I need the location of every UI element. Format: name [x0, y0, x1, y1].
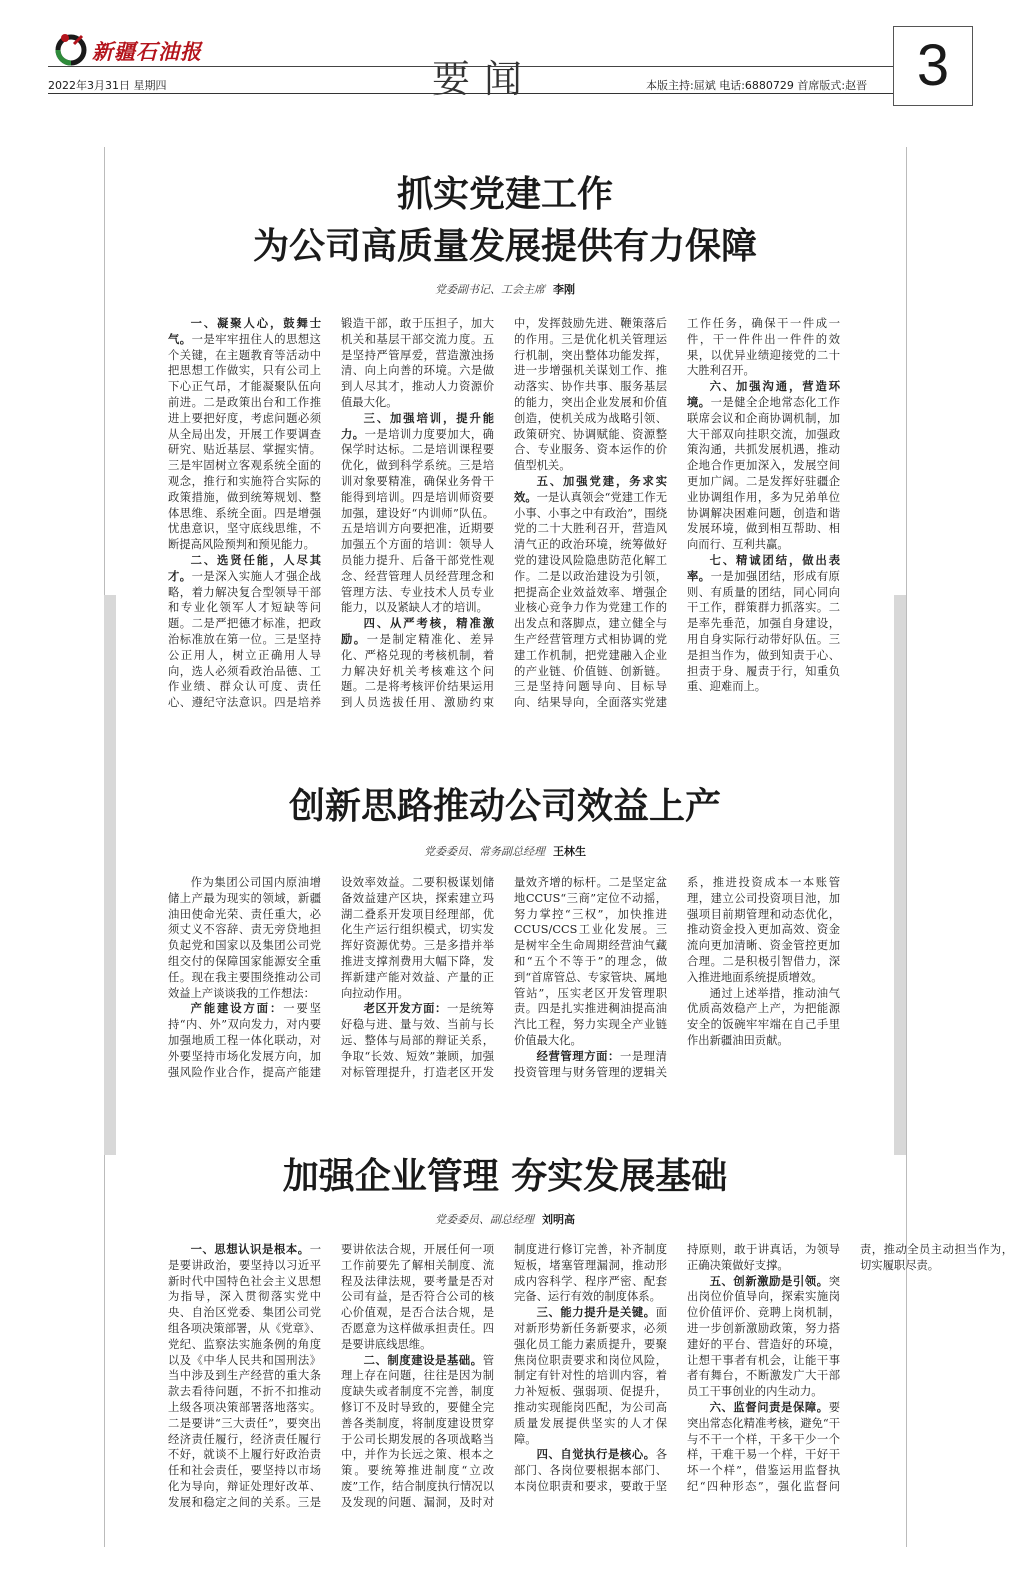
paragraph-lead: 四、从严考核，精准激励。 [341, 617, 494, 646]
paragraph-text: 一要坚持“内、外”双向发力，对内要加强地质工程一体化联动，对外要坚持市场化发展方向，加强风险作业合作，提高产能建设效率效益。二要积极谋划储备效益建产区块，探索建立玛湖二叠系开发项目经理部，优化生产运行组织模式，切实发挥好资源优势。三是多措并举推进支撑剂费用大幅下降，发挥新建产能对效益、产量的正向拉动作用。 [168, 876, 494, 1079]
article-1-paragraph [168, 316, 321, 553]
article-1-paragraph [687, 553, 840, 695]
article-3-paragraph [514, 1305, 667, 1447]
masthead [0, 0, 1028, 110]
paragraph-text: 一是要讲政治，要坚持以习近平新时代中国特色社会主义思想为指导，深入贯彻落实党中央、自治区党委、集团公司党组各项决策部署，从《党章》、党纪、监察法实施条例的角度以及《中华人民共和国刑法》当中涉及到生产经营的重大条款去看待问题，不折不扣推动上级各项决策部署落地落实。二是要讲“三大责任”，要突出经济责任履行，经济责任履行不好，就谈不上履行好政治责任和社会责任，要坚持以市场化为导向，辩证处理好改革、发展和稳定之间的关系。三是要讲依法合规，开展任何一项工作前要先了解相关制度、流程及法律法规，要考量是否对公司有益，是否符合公司的核心价值观，是否合法合规，是否愿意为这样做承担责任。四是要讲底线思维。 [168, 1243, 494, 1509]
article-3-body [168, 1242, 1013, 1514]
paragraph-text: 一是制定精准化、差异化、严格兑现的考核机制，着力解决好机关考核难这个问题。二是将考核评价结果运用到人员选拔任用、激励约束中，发挥鼓励先进、鞭策落后的作用。三是优化机关管理运行机制，突出整体功能发挥，进一步增强机关谋划工作、推动落实、协作共事、服务基层的能力，突出企业发展和价值创造，使机关成为战略引领、政策研究、协调赋能、资源整合、专业服务、资本运作的价值型机关。 [341, 317, 667, 710]
paragraph-text: 一是培训力度要加大，确保学时达标。二是培训课程要优化，做到科学系统。三是培训对象要精准，确保业务骨干能得到培训。四是培训师资要加强，建设好“内训师”队伍。五是培训方向要把准，近期要加强五个方面的培训：领导人员能力提升、后备干部党性观念、经营管理人员经营理念和管理方法、专业技术人员专业能力，以及紧缺人才的培训。 [341, 427, 494, 615]
section-title: 要闻 [432, 57, 537, 101]
paragraph-text: 一是健全企地常态化工作联席会议和企商协调机制，加大干部双向挂职交流，加强政策沟通，共抓发展机遇，推动企地合作更加深入，发展空间更加广阔。二是发挥好驻疆企业协调组作用，多为兄弟单位协调解决困难问题，创造和谐发展环境，做到相互帮助、相向而行、互利共赢。 [687, 395, 840, 552]
paragraph-lead: 二、选贤任能，人尽其才。 [168, 553, 321, 583]
paragraph-lead: 七、精诚团结，做出表率。 [687, 553, 840, 583]
paragraph-text: 管理上存在问题，往往是因为制度缺失或者制度不完善，制度修订不及时导致的，要健全完善各类制度，将制度建设贯穿于公司长期发展的各项战略当中，并作为长远之策、根本之策。要统筹推进制度“立改废”工作，结合制度执行情况以及发现的问题、漏洞，及时对制度进行修订完善，补齐制度短板，堵塞管理漏洞，推动形成内容科学、程序严密、配套完备、运行有效的制度体系。 [341, 1243, 667, 1509]
editor-credits: 本版主持:屈斌 电话:6880729 首席版式:赵晋 [646, 79, 868, 92]
article-1-paragraph [341, 411, 494, 616]
masthead-rule-bottom [48, 93, 893, 94]
paragraph-text: 各部门、各岗位要根据本部门、本岗位职责和要求，要敢于坚持原则，敢于讲真话，为领导正确决策做好支撑。 [514, 1243, 840, 1493]
paragraph-lead: 老区开发方面： [363, 1002, 447, 1016]
paragraph-lead: 四、自觉执行是核心。 [536, 1448, 656, 1462]
article-1-body [168, 316, 840, 716]
paragraph-lead: 三、能力提升是关键。 [536, 1306, 656, 1320]
paragraph-text: 一是理清投资管理与财务管理的逻辑关系，推进投资成本一本账管理，建立公司投资项目池，加强项目前期管理和动态优化，推动资金投入更加高效、资金流向更加清晰、资金管控更加合理。二是积极引智借力，深入推进地面系统提质增效。 [514, 876, 840, 1079]
paragraph-lead: 经营管理方面： [536, 1049, 620, 1063]
paragraph-text: 要突出常态化精准考核，避免“干与不干一个样，干多干少一个样，干难干易一个样，干好干坏一个样”，借鉴运用监督执纪“四种形态”，强化监督问责，推动全员主动担当作为，切实履职尽责。 [687, 1243, 1013, 1493]
paragraph-text: 突出岗位价值导向，探索实施岗位价值评价、竞聘上岗机制，进一步创新激励政策，努力搭建好的平台、营造好的环境，让想干事者有机会，让能干事者有舞台，不断激发广大干部员工干事创业的内生动力。 [687, 1274, 840, 1399]
paragraph-text: 作为集团公司国内原油增储上产最为现实的领域，新疆油田使命光荣、责任重大，必须丈义不容辞、责无旁贷地担负起党和国家以及集团公司党组交付的保障国家能源安全重任。现在我主要围绕推动公司效益上产谈谈我的工作想法： [168, 876, 321, 1000]
article-3-paragraph [687, 1274, 840, 1400]
article-1-title-line-1: 抓实党建工作 [396, 173, 613, 215]
article-2-title: 创新思路推动公司效益上产 [288, 785, 721, 827]
paragraph-lead: 六、加强沟通，营造环境。 [687, 380, 840, 409]
article-2-byline [116, 843, 894, 859]
decor-band-left [104, 595, 116, 1155]
article-2-paragraph [168, 875, 321, 1001]
paper-name: 新疆石油报 [92, 39, 202, 64]
logo-emblem-icon [52, 30, 90, 68]
paragraph-text: 一是加强团结，形成有原则、有质量的团结，同心同向干工作，群策群力抓落实。二是率先垂范，加强自身建设，用自身实际行动带好队伍。三是担当作为，做到知责于心、担责于身、履责于行，知重负重、迎难而上。 [687, 569, 840, 694]
article-1-byline-role: 党委副书记、工会主席 [435, 283, 545, 296]
paragraph-text: 一是深入实施人才强企战略，着力解决复合型领导干部和专业化领军人才短缺等问题。二是严把德才标准，把政治标准放在第一位。三是坚持公正用人，树立正确用人导向，选人必须看政治品德、工作业绩、群众认可度、责任心、遵纪守法意识。四是培养锻造干部，敢于压担子，加大机关和基层干部交流力度。五是坚持严管厚爱，营造激浊扬清、向上向善的环境。六是做到人尽其才，推动人力资源价值最大化。 [168, 317, 494, 710]
article-1-paragraph [687, 379, 840, 553]
article-1-byline [116, 281, 894, 297]
paragraph-text: 面对新形势新任务新要求，必须强化员工能力素质提升，要聚焦岗位职责要求和岗位风险，制定有针对性的培训内容，着力补短板、强弱项、促提升，推动实现能岗匹配，为公司高质量发展提供坚实的人才保障。 [514, 1306, 667, 1446]
paragraph-lead: 五、创新激励是引领。 [709, 1274, 829, 1288]
paragraph-lead: 二、制度建设是基础。 [363, 1353, 483, 1367]
page-number: 3 [893, 26, 973, 106]
issue-date: 2022年3月31日 星期四 [48, 79, 167, 92]
paragraph-text: 通过上述举措，推动油气优质高效稳产上产，为把能源安全的饭碗牢牢端在自己手里作出新疆油田贡献。 [687, 986, 840, 1047]
article-2-byline-name: 王林生 [553, 845, 586, 858]
article-3-byline [116, 1211, 894, 1227]
paragraph-lead: 产能建设方面： [190, 1002, 284, 1016]
article-3-title: 加强企业管理 夯实发展基础 [282, 1155, 728, 1197]
paragraph-lead: 五、加强党建，务求实效。 [514, 474, 667, 504]
paragraph-lead: 一、凝聚人心，鼓舞士气。 [168, 317, 321, 346]
paragraph-lead: 三、加强培训，提升能力。 [341, 411, 494, 441]
paragraph-text: 一是认真领会“党建工作无小事、小事之中有政治”，围绕党的二十大胜利召开，营造风清气正的政治环境，统筹做好党的建设风险隐患防范化解工作。二是以政治建设为引领，把提高企业效益效率、增强企业核心竞争力作为党建工作的出发点和落脚点，建立健全与生产经营管理方式相协调的党建工作机制，把党建融入企业的产业链、价值链、创新链。三是坚持问题导向、目标导向、结果导向，全面落实党建工作任务，确保干一件成一件，干一件件出一件件的效果，以优异业绩迎接党的二十大胜利召开。 [514, 317, 840, 710]
decor-band-right [894, 595, 906, 1155]
page-frame-right [906, 147, 907, 1547]
paragraph-lead: 一、思想认识是根本。 [190, 1243, 310, 1256]
article-3-byline-name: 刘明高 [542, 1213, 575, 1226]
article-2-paragraph [687, 986, 840, 1049]
paper-logo [52, 30, 202, 70]
article-2-byline-role: 党委委员、常务副总经理 [424, 845, 545, 858]
paragraph-text: 一是统筹好稳与进、量与效、当前与长远、整体与局部的辩证关系，争取“长效、短效”兼顾，加强对标管理提升，打造老区开发量效齐增的标杆。二是坚定盆地CCUS“三商”定位不动摇，努力掌控“三权”，加快推进CCUS/CCS工业化发展。三是树牢全生命周期经营油气藏和“五个不等于”的理念，做到“首席管总、专家管块、属地管站”，压实老区开发管理职责。四是扎实推进稠油提高油汽比工程，努力实现全产业链价值最大化。 [341, 876, 667, 1079]
article-1-byline-name: 李刚 [553, 283, 575, 296]
article-3-byline-role: 党委委员、副总经理 [435, 1213, 534, 1226]
article-2-body [168, 875, 840, 1085]
paragraph-text: 一是牢牢扭住人的思想这个关键，在主题教育等活动中把思想工作做实，只有公司上下心正气昂，才能凝聚队伍向前进。二是政策出台和工作推进上要把好度，考虑问题必须从全局出发，开展工作要调查研究、贴近基层、掌握实情。三是牢固树立客观系统全面的观念，推行和实施符合实际的政策措施，做到统筹规划、整体思维、系统全面。四是增强忧患意识，坚守底线思维，不断提高风险预判和预见能力。 [168, 332, 321, 552]
article-1-title-line-2: 为公司高质量发展提供有力保障 [252, 225, 757, 267]
paragraph-lead: 六、监督问责是保障。 [709, 1400, 829, 1414]
